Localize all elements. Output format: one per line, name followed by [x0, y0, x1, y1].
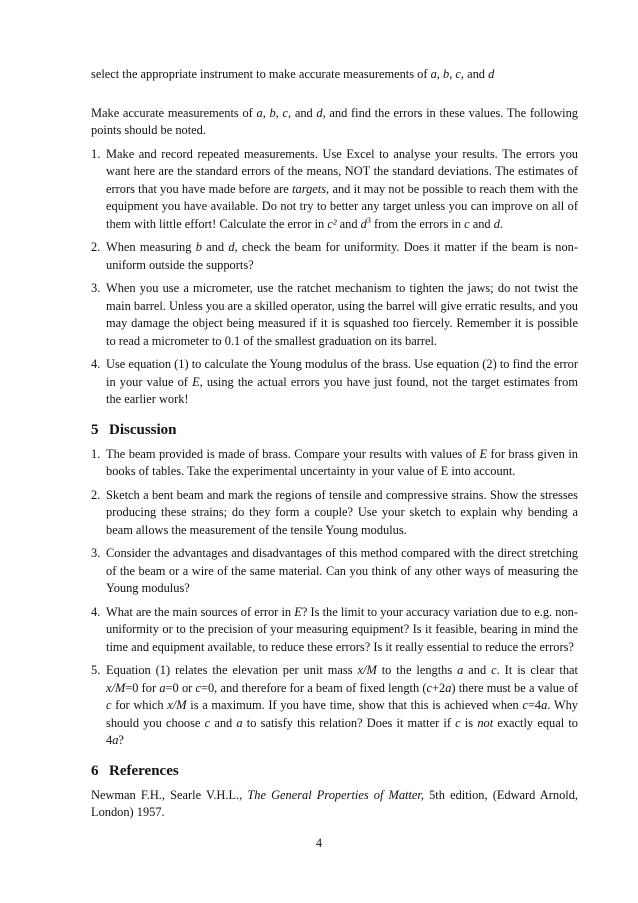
- text: =0 or: [165, 680, 196, 695]
- text: and: [469, 216, 494, 231]
- sep: ,: [275, 105, 283, 120]
- text: and: [463, 663, 492, 677]
- list-item: [91, 146, 578, 234]
- item-number: 2.: [91, 487, 101, 502]
- var-a: a: [256, 105, 263, 120]
- text: 5th edition, (Edward Arnold, London) 1957.: [91, 787, 578, 819]
- reference-entry: [91, 787, 578, 822]
- var-c-squared: c²: [327, 216, 337, 231]
- text: , using the actual errors you have just found, not the target estimates from the earlier work!: [106, 374, 579, 406]
- list-item: [91, 356, 578, 409]
- list-item: [91, 545, 578, 598]
- book-title: The General Properties of Matter,: [247, 787, 424, 802]
- var-c: c: [522, 698, 528, 712]
- var-E: E: [192, 374, 200, 389]
- list-item: [91, 604, 578, 657]
- section-heading-discussion: [91, 421, 578, 439]
- var-c: c: [204, 715, 211, 730]
- text: Use equation (1) to calculate the Young modulus of the brass. Use equation (2) to find the error in your value of: [106, 357, 578, 389]
- var-c: c: [426, 680, 432, 695]
- list-item: [91, 487, 578, 540]
- var-d: d: [360, 216, 367, 231]
- text: and: [336, 216, 361, 231]
- document-page: [91, 66, 578, 822]
- var-d: d: [316, 105, 323, 120]
- text: exactly equal to 4: [106, 715, 578, 747]
- section-heading-references: [91, 762, 578, 780]
- sep: ,: [449, 67, 456, 81]
- sep: ,: [436, 67, 443, 81]
- list-item: [91, 280, 578, 350]
- var-x-over-M: x/M: [167, 698, 187, 712]
- measurement-paragraph: [91, 105, 578, 140]
- text: to satisfy this relation? Does it matter if: [242, 715, 456, 730]
- text: ) there must be a value of: [451, 680, 579, 695]
- text: ? Is the limit to your accuracy variation due to e.g. non-uniformity or to the precision of your measuring equipment? Is it feasible, bearing in mind the time and equipment available, to reduce these errors? Is it really essential to reduce the errors?: [106, 604, 578, 654]
- var-c: c: [455, 67, 461, 81]
- text: What are the main sources of error in: [106, 604, 295, 619]
- text: .: [499, 216, 504, 231]
- superscript: 3: [366, 215, 371, 225]
- item-number: 4.: [91, 604, 101, 619]
- item-number: 3.: [91, 546, 101, 560]
- item-number: 1.: [91, 146, 101, 161]
- text: to the lengths: [376, 663, 458, 677]
- text: Equation (1) relates the elevation per unit mass: [106, 663, 358, 677]
- text: When measuring: [106, 240, 196, 254]
- item-number: 5.: [91, 663, 101, 677]
- text: . Why should you choose: [106, 698, 578, 730]
- text: The beam provided is made of brass. Compare your results with values of: [106, 446, 480, 461]
- var-b: b: [442, 67, 450, 81]
- page-number: 4: [315, 836, 323, 850]
- text: =0 for: [125, 680, 160, 695]
- var-a: a: [112, 733, 119, 747]
- text: is a maximum. If you have time, show that this is achieved when: [186, 698, 523, 712]
- text: +2: [432, 680, 446, 695]
- var-x-over-M: x/M: [106, 680, 126, 695]
- var-b: b: [269, 105, 276, 120]
- var-b: b: [195, 240, 202, 254]
- text: Make accurate measurements of: [91, 105, 257, 120]
- list-item: [91, 662, 578, 750]
- text: ?: [118, 733, 124, 747]
- var-d: d: [493, 216, 500, 231]
- var-a: a: [430, 67, 437, 81]
- text: Make and record repeated measurements. Use Excel to analyse your results. The errors you want here are the standard errors of the means, NOT the standard deviations. The estimates of errors that you have made before are: [106, 146, 578, 196]
- text: Consider the advantages and disadvantages of this method compared with the direct stretching of the beam or a wire of the same material. Can you think of any other ways of measuring the Young modulus?: [106, 546, 578, 595]
- text: =0, and therefore for a beam of fixed length (: [201, 680, 427, 695]
- measurement-points-list: [91, 146, 578, 409]
- emphasis: not: [477, 715, 494, 730]
- var-a: a: [457, 663, 464, 677]
- text: is: [460, 715, 478, 730]
- text: =4: [527, 698, 542, 712]
- text: for which: [111, 698, 168, 712]
- var-a: a: [445, 680, 452, 695]
- intro-text: select the appropriate instrument to make accurate measurements of: [91, 67, 431, 81]
- sep: ,: [262, 105, 270, 120]
- text: , and find the errors in these values. The following points should be noted.: [91, 105, 578, 137]
- sep: , and: [460, 67, 489, 81]
- text: check the beam for uniformity. Does it matter if the beam is non-uniform outside the supports?: [106, 240, 578, 272]
- text: and: [201, 240, 229, 254]
- var-c: c: [106, 698, 112, 712]
- var-d: d,: [228, 240, 238, 254]
- var-a: a: [236, 715, 243, 730]
- text: and it may not be possible to reach them with the equipment you have available. Do not try to better any target unless you can improve on all of them with little effort! Calculate the error in: [106, 181, 578, 231]
- var-a: a: [159, 680, 166, 695]
- sep: , and: [288, 105, 317, 120]
- section-number: 5: [91, 421, 99, 438]
- text: from the errors in: [370, 216, 465, 231]
- text: Newman F.H., Searle V.H.L.,: [91, 787, 248, 802]
- var-d: d: [488, 67, 495, 81]
- section-number: 6: [91, 762, 99, 779]
- item-number: 1.: [91, 446, 101, 461]
- intro-line: [91, 66, 578, 84]
- var-a: a: [541, 698, 548, 712]
- var-c: c: [455, 715, 461, 730]
- emphasis: targets,: [292, 181, 330, 196]
- var-E: E: [294, 604, 302, 619]
- item-number: 3.: [91, 281, 101, 295]
- var-c: c: [464, 216, 470, 231]
- list-item: [91, 239, 578, 274]
- var-c: c: [282, 105, 289, 120]
- var-c: c: [195, 680, 201, 695]
- text: . It is clear that: [496, 663, 579, 677]
- text: and: [210, 715, 237, 730]
- item-number: 4.: [91, 357, 101, 371]
- var-E: E: [479, 446, 488, 461]
- section-title: Discussion: [109, 421, 177, 438]
- text: for brass given in books of tables. Take the experimental uncertainty in your value of E into account.: [106, 446, 578, 478]
- var-c: c: [491, 663, 497, 677]
- text: Sketch a bent beam and mark the regions of tensile and compressive strains. Show the stresses producing these strains; do they form a couple? Use your sketch to explain why bending a beam allows the measurement of the tensile Young modulus.: [106, 487, 578, 537]
- discussion-list: [91, 446, 578, 750]
- item-number: 2.: [91, 240, 101, 254]
- section-title: References: [109, 762, 179, 779]
- list-item: [91, 446, 578, 481]
- text: When you use a micrometer, use the ratchet mechanism to tighten the jaws; do not twist the main barrel. Unless you are a skilled operator, using the barrel will give erratic results, and you may damage the object being measured if it is squashed too fiercely. Remember it is possible to read a micrometer to 0.1 of the smallest graduation on its barrel.: [106, 281, 578, 348]
- var-x-over-M: x/M: [357, 663, 377, 677]
